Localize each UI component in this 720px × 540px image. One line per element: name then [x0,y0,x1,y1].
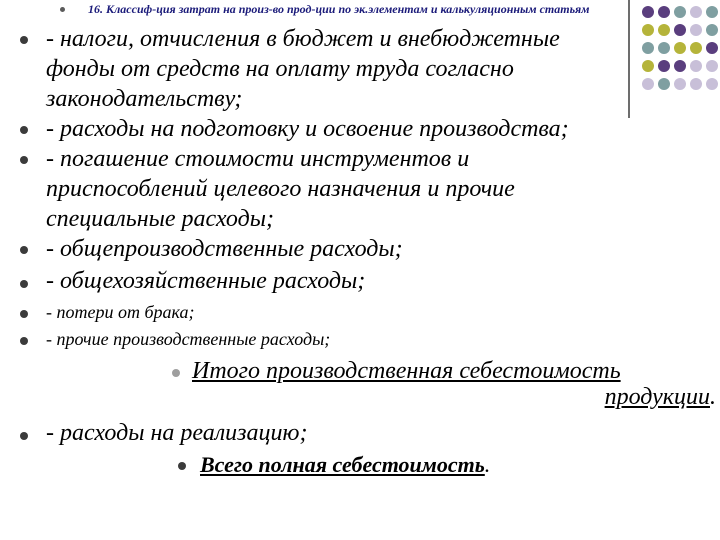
item-line: - налоги, отчисления в бюджет и внебюджетные [46,26,560,52]
list-item [46,234,403,264]
decorative-dot [658,6,670,18]
bullet-icon [20,126,28,134]
total-production-cost-line1: Итого производственная себестоимость [192,358,621,384]
decorative-vertical-line [628,0,630,118]
item-line: - расходы на подготовку и освоение производства; [46,116,569,142]
bullet-icon [20,310,28,318]
decorative-dot-grid [640,4,720,104]
list-item [46,418,307,448]
decorative-dot [658,60,670,72]
decorative-dot [706,42,718,54]
bullet-icon [20,156,28,164]
bullet-icon [20,246,28,254]
item-line: законодательству; [46,86,243,112]
decorative-dot [658,78,670,90]
decorative-dot [690,60,702,72]
bullet-icon [20,280,28,288]
bullet-icon [20,36,28,44]
bullet-icon [20,432,28,440]
list-item [46,24,560,114]
decorative-dot [674,60,686,72]
total-production-cost-period: . [710,384,716,410]
item-line: приспособлений целевого назначения и прочие [46,176,515,202]
decorative-dot [642,42,654,54]
decorative-dot [674,42,686,54]
item-line: - общехозяйственные расходы; [46,268,366,294]
slide-title: 16. Классиф-ция затрат на произ-во прод-ции по эк.элементам и калькуляционным статьям [88,2,590,16]
total-full-cost: Всего полная себестоимость [200,452,485,477]
total-full-cost-wrap [200,452,490,478]
decorative-dot [706,60,718,72]
item-line: специальные расходы; [46,206,274,232]
decorative-dot [690,42,702,54]
total-full-cost-period: . [484,452,491,477]
decorative-dot [642,60,654,72]
decorative-dot [642,6,654,18]
decorative-dot [706,24,718,36]
list-item [46,114,569,144]
list-item [46,266,365,296]
bullet-icon [172,369,180,377]
decorative-dot [674,6,686,18]
bullet-icon [20,337,28,345]
title-bullet-icon [60,7,65,12]
decorative-dot [658,24,670,36]
list-item [46,144,515,234]
decorative-dot [690,78,702,90]
decorative-dot [674,24,686,36]
bullet-icon [178,462,186,470]
list-item [46,328,330,350]
item-line: - общепроизводственные расходы; [46,236,403,262]
item-line: - прочие производственные расходы; [46,329,331,349]
item-line: - расходы на реализацию; [46,420,308,446]
total-production-cost-line2: продукции [604,384,710,410]
item-line: - потери от брака; [46,302,195,322]
decorative-dot [642,78,654,90]
decorative-dot [690,6,702,18]
total-production-cost-line2-wrap [605,384,716,411]
decorative-dot [674,78,686,90]
decorative-dot [658,42,670,54]
decorative-dot [706,6,718,18]
decorative-dot [706,78,718,90]
list-item [46,301,195,323]
decorative-dot [642,24,654,36]
decorative-dot [690,24,702,36]
item-line: фонды от средств на оплату труда согласно [46,56,514,82]
item-line: - погашение стоимости инструментов и [46,146,470,172]
